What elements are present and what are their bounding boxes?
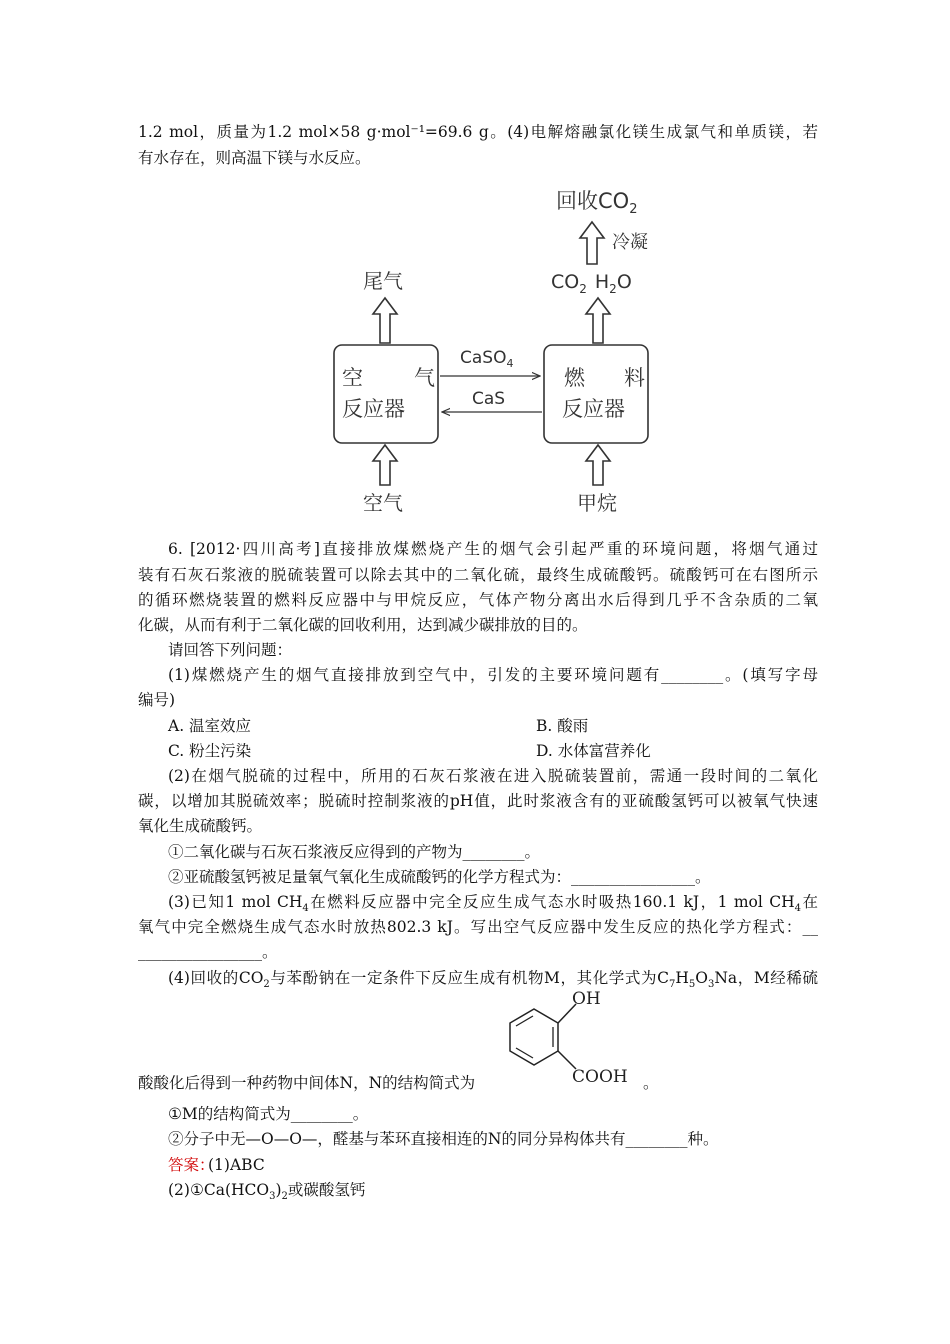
air-in-label: 空气 [363, 491, 403, 515]
fuel-reactor-label-a: 燃 [564, 366, 585, 390]
answer-1: (1)ABC [208, 1156, 265, 1174]
q1-line-1: (1)煤燃烧产生的烟气直接排放到空气中，引发的主要环境问题有________。(填写字母 [168, 666, 818, 684]
fuel-reactor-box [544, 345, 648, 443]
air-reactor-label-b: 气 [414, 366, 435, 390]
methane-in-arrow [586, 445, 610, 485]
air-reactor-label-a: 空 [342, 366, 363, 390]
fuel-reactor-label-c: 反应器 [562, 397, 625, 421]
question-line-2: 装有石灰石浆液的脱硫装置可以除去其中的二氧化硫，最终生成硫酸钙。硫酸钙可在右图所示 [138, 566, 818, 584]
condense-arrow [580, 222, 604, 264]
q3-line-1: (3)已知1 mol $CH_4$在燃料反应器中完全反应生成气态水时吸热160.1 kJ，1 mol $CH_4$在 [168, 893, 818, 915]
q4-line-1: (4)回收的$CO_2$与苯酚钠在一定条件下反应生成有机物M，其化学式为$C_7H_5O_3Na$，M经稀硫 [168, 969, 818, 991]
cas-label: CaS [472, 389, 506, 409]
recover-co2-label: 回收$CO_2$ [556, 189, 638, 217]
option-d: D. 水体富营养化 [536, 742, 651, 760]
methane-in-label: 甲烷 [577, 491, 617, 515]
condense-label: 冷凝 [612, 232, 648, 253]
q1-line-2: 编号) [138, 691, 176, 709]
q2-line-2: 碳，以增加其脱硫效率；脱硫时控制浆液的pH值，此时浆液含有的亚硫酸氢钙可以被氧气快速 [138, 792, 818, 810]
fuel-reactor-label-b: 料 [624, 366, 645, 390]
options-row-2 [168, 739, 818, 764]
caso4-label: CaSO$_4$ [460, 348, 514, 370]
q2-line-3: 氧化生成硫酸钙。 [138, 817, 263, 835]
q4-line-2: 酸酸化后得到一种药物中间体N，N的结构简式为 [138, 1074, 476, 1092]
air-reactor-box [334, 345, 438, 443]
q2-sub-2: ②亚硫酸氢钙被足量氧气氧化生成硫酸钙的化学方程式为：________________。 [168, 868, 711, 886]
products-arrow [586, 298, 610, 343]
answer-2: $(2)①Ca(HCO_3)_2$或碳酸氢钙 [168, 1181, 366, 1203]
tail-gas-label: 尾气 [363, 269, 403, 293]
cycle-diagram [320, 180, 680, 520]
option-b: B. 酸雨 [536, 717, 589, 735]
question-line-4: 化碳，从而有利于二氧化碳的回收利用，达到减少碳排放的目的。 [138, 616, 588, 634]
intro-line-1: 1.2 mol，质量为1.2 mol×58 g·mol⁻¹=69.6 g。(4)电解熔融氯化镁生成氯气和单质镁，若 [138, 123, 818, 141]
products-label: $CO_2$ $H_2O$ [551, 271, 632, 296]
intro-line-2: 有水存在，则高温下镁与水反应。 [138, 149, 371, 167]
question-prompt: 请回答下列问题： [168, 641, 293, 659]
q2-sub-1: ①二氧化碳与石灰石浆液反应得到的产物为________。 [168, 843, 541, 861]
answer-label: 答案： [168, 1156, 215, 1174]
q4-sub-1: ①M的结构简式为________。 [168, 1105, 369, 1123]
q4-line-2-end: 。 [643, 1074, 659, 1092]
question-line-3: 的循环燃烧装置的燃料反应器中与甲烷反应，气体产物分离出水后得到几乎不含杂质的二氧 [138, 591, 818, 609]
tail-gas-arrow [373, 298, 397, 343]
q3-line-3: ________________。 [138, 943, 278, 961]
q2-line-1: (2)在烟气脱硫的过程中，所用的石灰石浆液在进入脱硫装置前，需通一段时间的二氧化 [168, 767, 818, 785]
option-c: C. 粉尘污染 [168, 742, 252, 760]
oh-label: OH [572, 989, 601, 1009]
options-row-1 [168, 714, 818, 739]
q4-sub-2: ②分子中无—O—O—，醛基与苯环直接相连的N的同分异构体共有________种。 [168, 1130, 719, 1148]
air-reactor-label-c: 反应器 [342, 397, 405, 421]
q3-line-2: 氧气中完全燃烧生成气态水时放热802.3 kJ。写出空气反应器中发生反应的热化学方程式：__ [138, 918, 818, 936]
air-in-arrow [373, 445, 397, 485]
option-a: A. 温室效应 [168, 717, 252, 735]
question-line-1: 6. [2012·四川高考]直接排放煤燃烧产生的烟气会引起严重的环境问题，将烟气通过 [168, 540, 818, 558]
cooh-label: COOH [572, 1067, 628, 1087]
